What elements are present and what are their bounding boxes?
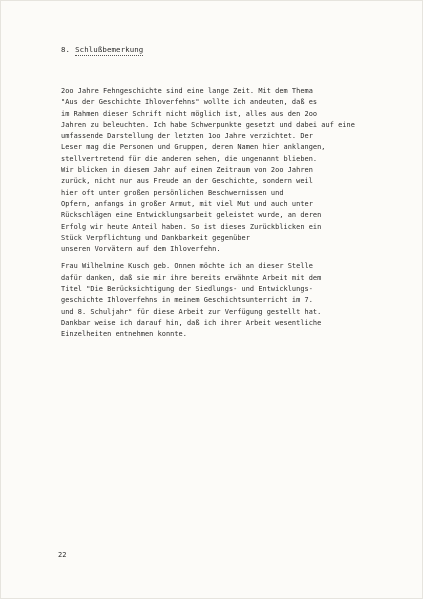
section-title: Schlußbemerkung bbox=[75, 45, 144, 54]
text-line: unseren Vorvätern auf dem Ihloverfehn. bbox=[61, 245, 221, 254]
text-line: Stück Verpflichtung und Dankbarkeit gegenüber bbox=[61, 233, 250, 242]
section-number: 8. bbox=[61, 45, 71, 54]
text-line: Leser mag die Personen und Gruppen, deren Namen hier anklangen, bbox=[61, 143, 326, 152]
text-line: umfassende Darstellung der letzten 1oo Jahre verzichtet. Der bbox=[61, 132, 313, 141]
paragraph-1 bbox=[61, 86, 391, 165]
text-line: Erfolg wir heute Anteil haben. So ist dieses Zurückblicken ein bbox=[61, 222, 322, 231]
text-line: hier oft unter großen persönlichen Beschwernissen und bbox=[61, 188, 284, 197]
text-line: Opfern, anfangs in großer Armut, mit viel Mut und auch unter bbox=[61, 199, 313, 208]
text-line: Wir blicken in diesem Jahr auf einen Zeitraum von 2oo Jahren bbox=[61, 166, 313, 175]
text-line: stellvertretend für die anderen sehen, die ungenannt blieben. bbox=[61, 154, 318, 163]
text-line: "Aus der Geschichte Ihloverfehns" wollte ich andeuten, daß es bbox=[61, 98, 318, 107]
text-line: Jahren zu beleuchten. Ich habe Schwerpunkte gesetzt und dabei auf eine bbox=[61, 120, 355, 129]
text-line: 2oo Jahre Fehngeschichte sind eine lange Zeit. Mit dem Thema bbox=[61, 87, 313, 95]
text-line: Frau Wilhelmine Kusch geb. Onnen möchte ich an dieser Stelle bbox=[61, 262, 313, 271]
paragraph-3 bbox=[61, 261, 391, 340]
body-text bbox=[61, 86, 391, 341]
text-line: Dankbar weise ich darauf hin, daß ich ihrer Arbeit wesentliche bbox=[61, 318, 322, 327]
text-line: zurück, nicht nur aus Freude an der Geschichte, sondern weil bbox=[61, 177, 313, 186]
paragraph-2 bbox=[61, 165, 391, 255]
text-line: geschichte Ihloverfehns in meinem Geschichtsunterricht im 7. bbox=[61, 296, 313, 305]
text-line: und 8. Schuljahr" für diese Arbeit zur Verfügung gestellt hat. bbox=[61, 307, 322, 316]
section-heading bbox=[61, 45, 143, 54]
text-line: im Rahmen dieser Schrift nicht möglich ist, alles aus den 2oo bbox=[61, 109, 318, 118]
page-number: 22 bbox=[58, 551, 67, 559]
text-line: Titel "Die Berücksichtigung der Siedlungs- und Entwicklungs- bbox=[61, 285, 313, 294]
text-line: dafür danken, daß sie mir ihre bereits erwähnte Arbeit mit dem bbox=[61, 273, 322, 282]
text-line: Einzelheiten entnehmen konnte. bbox=[61, 330, 187, 339]
text-line: Rückschlägen eine Entwicklungsarbeit geleistet wurde, an deren bbox=[61, 211, 322, 220]
